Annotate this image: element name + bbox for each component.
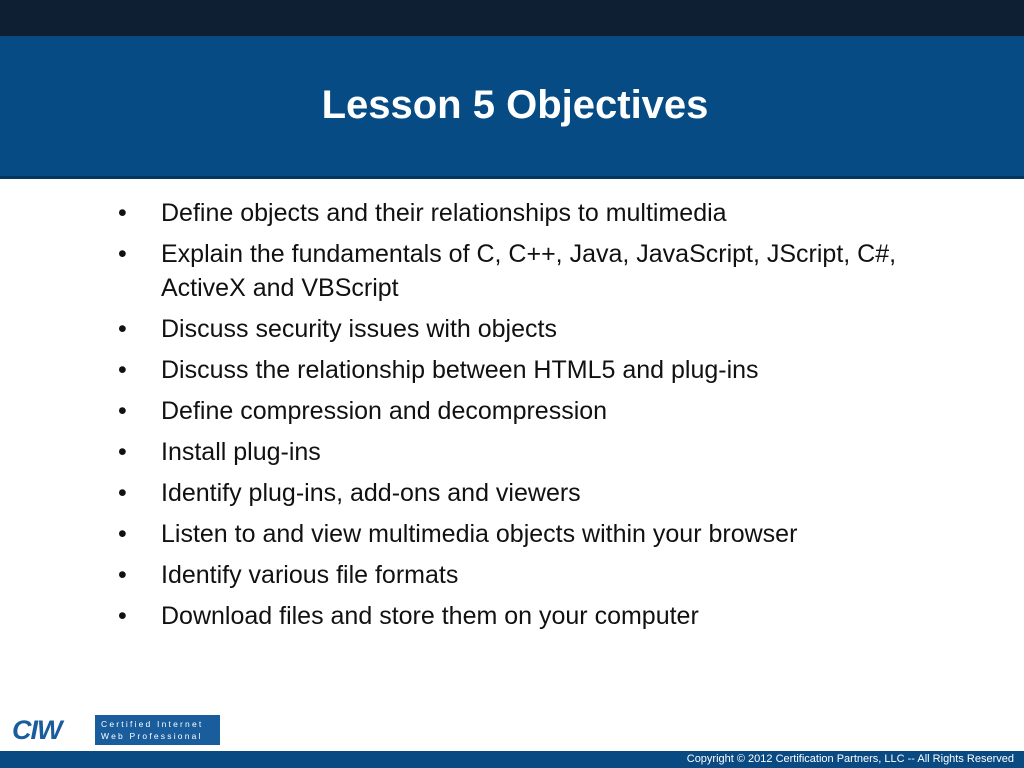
objective-text: Identify various file formats (161, 561, 459, 589)
objective-item (118, 476, 918, 510)
ciw-mark-text: CIW (12, 715, 62, 745)
ciw-tagline-line1: Certified Internet (101, 719, 204, 729)
bullet-icon: • (118, 479, 127, 507)
ciw-mark (12, 715, 65, 745)
bullet-icon: • (118, 602, 127, 630)
objective-text: Define compression and decompression (161, 397, 608, 425)
bullet-icon: • (118, 438, 127, 466)
objective-text: Define objects and their relationships to multimedia (161, 199, 727, 227)
objective-text: Explain the fundamentals of C, C++, Java, JavaScript, JScript, C#, ActiveX and VBScript (161, 240, 897, 302)
objective-item (118, 394, 918, 428)
objective-item (118, 196, 918, 230)
objective-item (118, 599, 918, 633)
objective-text: Discuss security issues with objects (161, 315, 557, 343)
objective-item (118, 237, 918, 305)
ciw-logo (10, 714, 222, 746)
bullet-icon: • (118, 240, 127, 268)
ciw-tagline-line2: Web Professional (101, 731, 203, 741)
bullet-icon: • (118, 561, 127, 589)
bullet-icon: • (118, 315, 127, 343)
title-band-edge (0, 176, 1024, 179)
top-strip (0, 0, 1024, 36)
objectives-list (118, 196, 918, 640)
footer-bar (0, 751, 1024, 768)
objective-item (118, 353, 918, 387)
bullet-icon: • (118, 199, 127, 227)
objective-text: Install plug-ins (161, 438, 321, 466)
bullet-icon: • (118, 397, 127, 425)
objective-item (118, 312, 918, 346)
objective-text: Discuss the relationship between HTML5 and plug-ins (161, 356, 759, 384)
objective-text: Listen to and view multimedia objects within your browser (161, 520, 798, 548)
slide-title: Lesson 5 Objectives (321, 83, 709, 127)
bullet-icon: • (118, 520, 127, 548)
objective-item (118, 558, 918, 592)
copyright-text: Copyright © 2012 Certification Partners, LLC -- All Rights Reserved (686, 753, 1014, 765)
objective-item (118, 517, 918, 551)
objective-text: Download files and store them on your computer (161, 602, 699, 630)
objective-item (118, 435, 918, 469)
objective-text: Identify plug-ins, add-ons and viewers (161, 479, 581, 507)
bullet-icon: • (118, 356, 127, 384)
